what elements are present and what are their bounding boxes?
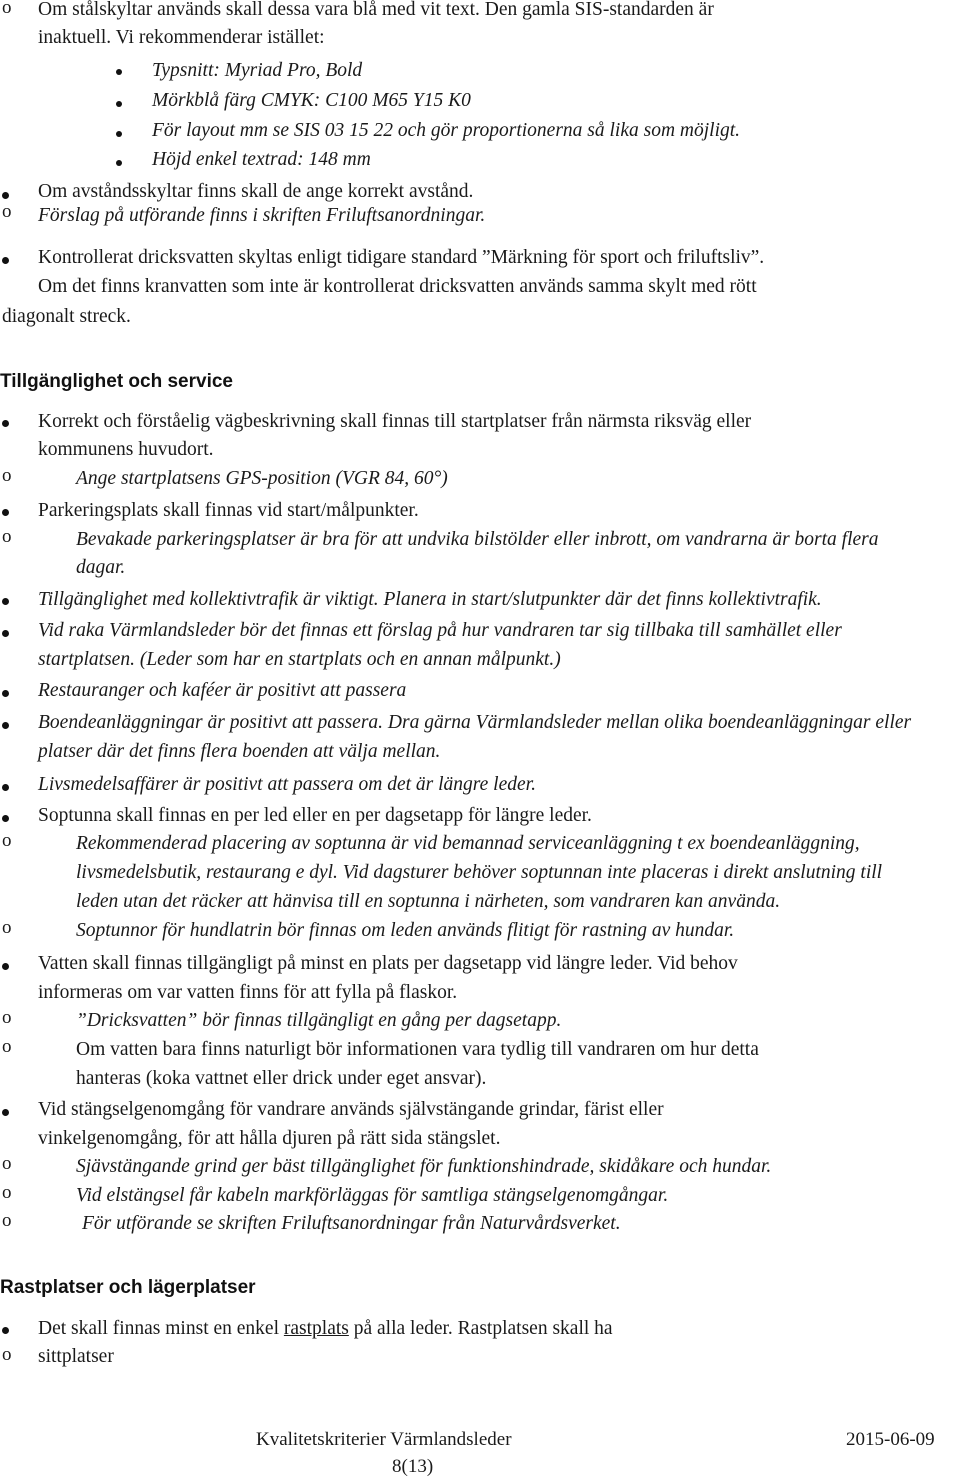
- text-line: [38, 1315, 613, 1343]
- text-line: Förslag på utförande finns i skriften Friluftsanordningar.: [38, 205, 486, 226]
- text-line: Parkeringsplats skall finnas vid start/målpunkter.: [38, 500, 419, 521]
- footer-date: 2015-06-09: [846, 1429, 935, 1450]
- text-line: Soptunna skall finnas en per led eller en per dagsetapp för längre leder.: [38, 805, 592, 826]
- bullet-icon: [2, 192, 9, 199]
- text-line: Soptunnor för hundlatrin bör finnas om leden används flitigt för rastning av hundar.: [76, 920, 735, 941]
- text-line: platser där det finns flera boenden att välja mellan.: [38, 741, 441, 762]
- bullet-icon: [116, 101, 122, 107]
- bullet-icon: [2, 722, 9, 729]
- text-line: dagar.: [76, 557, 126, 578]
- sub-bullet-marker: o: [2, 830, 12, 851]
- text-line: Kontrollerat dricksvatten skyltas enligt tidigare standard ”Märkning för sport och friluftsliv”.: [38, 247, 765, 268]
- text-line: Vid stängselgenomgång för vandrare används självstängande grindar, färist eller: [38, 1099, 664, 1120]
- text-line: Vatten skall finnas tillgängligt på minst en plats per dagsetapp vid längre leder. Vid behov: [38, 953, 738, 974]
- text-line: ”Dricksvatten” bör finnas tillgängligt en gång per dagsetapp.: [76, 1010, 562, 1031]
- page-number: 8(13): [392, 1456, 434, 1477]
- sub-bullet-marker: o: [2, 1036, 12, 1057]
- text-line: livsmedelsbutik, restaurang e dyl. Vid dagsturer behöver soptunnan inte placeras i direkt anslutning till: [76, 862, 883, 883]
- text-segment: på alla leder. Rastplatsen skall ha: [348, 1318, 613, 1339]
- rastplats-link[interactable]: rastplats: [283, 1318, 349, 1339]
- section-heading: Rastplatser och lägerplatser: [0, 1277, 256, 1298]
- footer-title: Kvalitetskriterier Värmlandsleder: [256, 1429, 512, 1450]
- text-line: leden utan det räcker att hänvisa till en soptunna i närheten, som vandraren kan använda.: [76, 891, 781, 912]
- text-line: hanteras (koka vattnet eller drick under eget ansvar).: [76, 1068, 487, 1089]
- text-segment: Det skall finnas minst en enkel: [38, 1318, 284, 1339]
- sub-bullet-marker: o: [2, 526, 12, 547]
- bullet-icon: [2, 598, 9, 605]
- bullet-icon: [2, 630, 9, 637]
- text-line: Mörkblå färg CMYK: C100 M65 Y15 K0: [152, 90, 471, 111]
- text-line: informeras om var vatten finns för att fylla på flaskor.: [38, 982, 458, 1003]
- bullet-icon: [2, 509, 9, 516]
- text-line: Om avståndsskyltar finns skall de ange korrekt avstånd.: [38, 181, 474, 202]
- text-line: Livsmedelsaffärer är positivt att passera om det är längre leder.: [38, 774, 536, 795]
- sub-bullet-marker: o: [2, 1007, 12, 1028]
- section-heading: Tillgänglighet och service: [0, 371, 233, 392]
- text-line: Om det finns kranvatten som inte är kontrollerat dricksvatten används samma skylt med rött: [38, 276, 757, 297]
- text-line: Bevakade parkeringsplatser är bra för att undvika bilstölder eller inbrott, om vandrarna är borta flera: [76, 529, 879, 550]
- text-line: Ange startplatsens GPS-position (VGR 84, 60°): [76, 468, 448, 489]
- sub-bullet-marker: o: [2, 465, 12, 486]
- text-line: Vid raka Värmlandsleder bör det finnas ett förslag på hur vandraren tar sig tillbaka till samhället eller: [38, 620, 842, 641]
- text-line: Vid elstängsel får kabeln markförläggas för samtliga stängselgenomgångar.: [76, 1185, 669, 1206]
- bullet-icon: [116, 160, 122, 166]
- bullet-icon: [2, 1109, 9, 1116]
- bullet-icon: [116, 131, 122, 137]
- text-line: Rekommenderad placering av soptunna är vid bemannad serviceanläggning t ex boendeanläggning,: [76, 833, 860, 854]
- bullet-icon: [2, 963, 9, 970]
- bullet-icon: [2, 420, 9, 427]
- bullet-icon: [2, 257, 9, 264]
- text-line: vinkelgenomgång, för att hålla djuren på rätt sida stängslet.: [38, 1128, 501, 1149]
- sub-bullet-marker: o: [2, 0, 12, 18]
- sub-bullet-marker: o: [2, 1344, 12, 1365]
- bullet-icon: [2, 784, 9, 791]
- sub-bullet-marker: o: [2, 1210, 12, 1231]
- text-line: startplatsen. (Leder som har en startplats och en annan målpunkt.): [38, 649, 561, 670]
- text-line: Boendeanläggningar är positivt att passera. Dra gärna Värmlandsleder mellan olika boendeanläggningar eller: [38, 712, 912, 733]
- text-line: För utförande se skriften Friluftsanordningar från Naturvårdsverket.: [82, 1213, 621, 1234]
- text-line: Sjävstängande grind ger bäst tillgänglighet för funktionshindrade, skidåkare och hundar.: [76, 1156, 772, 1177]
- text-line: Restauranger och kaféer är positivt att passera: [38, 680, 407, 701]
- text-line: Korrekt och förståelig vägbeskrivning skall finnas till startplatser från närmsta riksväg eller: [38, 411, 752, 432]
- text-line: För layout mm se SIS 03 15 22 och gör proportionerna så lika som möjligt.: [152, 120, 741, 141]
- text-line: inaktuell. Vi rekommenderar istället:: [38, 27, 325, 48]
- text-line: sittplatser: [38, 1346, 114, 1367]
- text-line: Om stålskyltar används skall dessa vara blå med vit text. Den gamla SIS-standarden är: [38, 0, 714, 20]
- bullet-icon: [2, 815, 9, 822]
- bullet-icon: [2, 1327, 9, 1334]
- text-line: Om vatten bara finns naturligt bör informationen vara tydlig till vandraren om hur detta: [76, 1039, 759, 1060]
- sub-bullet-marker: o: [2, 201, 12, 222]
- text-line: kommunens huvudort.: [38, 439, 214, 460]
- text-line: Typsnitt: Myriad Pro, Bold: [152, 60, 363, 81]
- text-line: diagonalt streck.: [2, 306, 131, 327]
- bullet-icon: [116, 69, 122, 75]
- sub-bullet-marker: o: [2, 1182, 12, 1203]
- bullet-icon: [2, 690, 9, 697]
- text-line: Tillgänglighet med kollektivtrafik är viktigt. Planera in start/slutpunkter där det finns kollektivtrafik.: [38, 589, 822, 610]
- sub-bullet-marker: o: [2, 1153, 12, 1174]
- text-line: Höjd enkel textrad: 148 mm: [152, 149, 371, 170]
- sub-bullet-marker: o: [2, 917, 12, 938]
